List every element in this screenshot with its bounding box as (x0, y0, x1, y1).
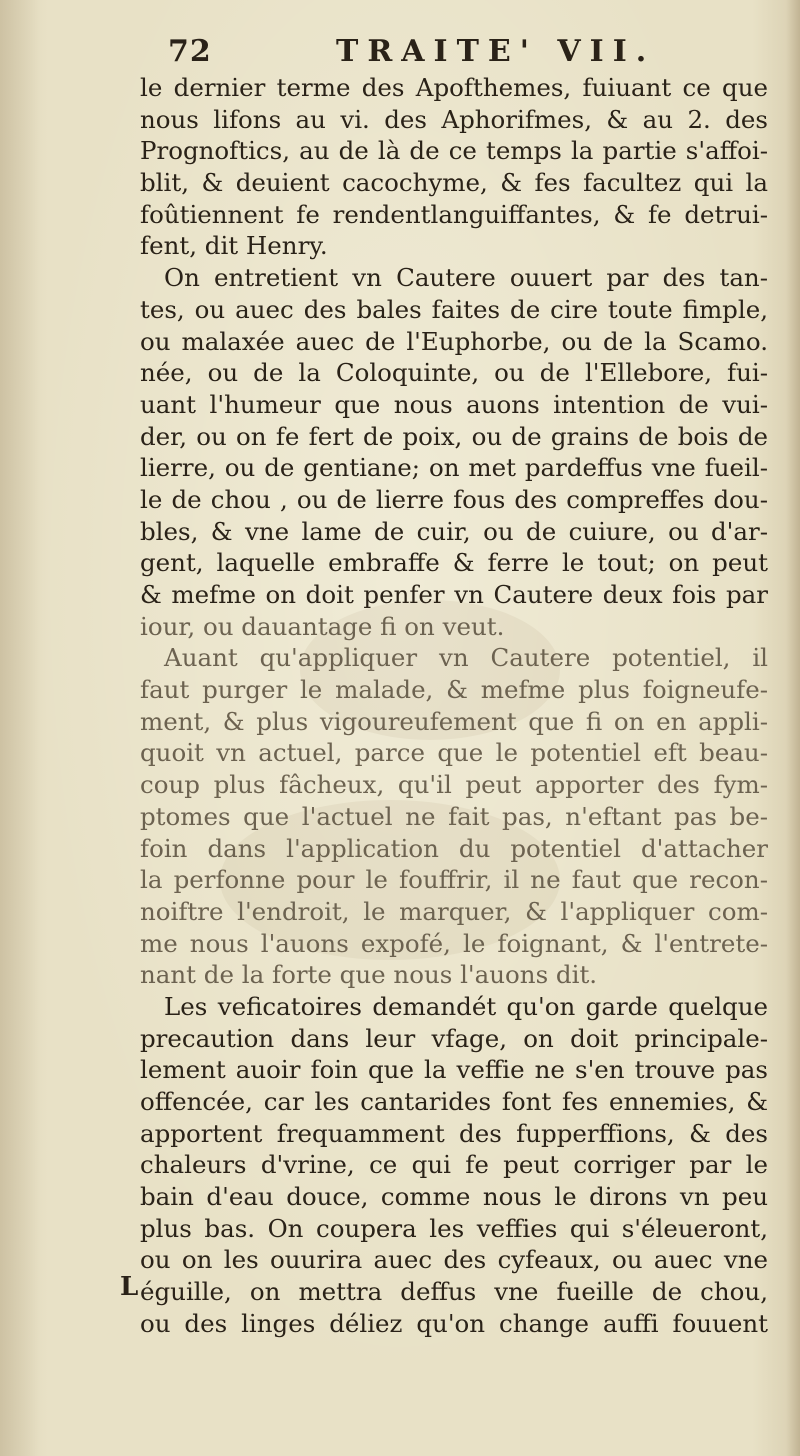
catchword: L (120, 1272, 139, 1302)
text-line: tes, ou auec des bales faites de cire toute fimple, (140, 294, 768, 324)
text-line: lierre, ou de gentiane; on met pardeffus vne fueil- (140, 453, 768, 483)
body-text (140, 72, 768, 1340)
text-line: née, ou de la Coloquinte, ou de l'Ellebore, fui- (140, 358, 768, 388)
text-line: ment, & plus vigoureufement que fi on en appli- (140, 706, 768, 736)
text-line: bles, & vne lame de cuir, ou de cuiure, ou d'ar- (140, 516, 768, 546)
text-line: ou on les ouurira auec des cyfeaux, ou auec vne (140, 1245, 768, 1275)
text-line: chaleurs d'vrine, ce qui fe peut corriger par le (140, 1150, 768, 1180)
text-line: & mefme on doit penfer vn Cautere deux fois par (140, 580, 768, 609)
text-line: foin dans l'application du potentiel d'attacher (140, 833, 768, 863)
text-line: blit, & deuient cacochyme, & fes facultez qui la (140, 168, 768, 198)
text-line: quoit vn actuel, parce que le potentiel eft beau- (140, 738, 768, 768)
text-line: lement auoir foin que la veffie ne s'en trouve pas (140, 1055, 768, 1085)
text-line: la perfonne pour le fouffrir, il ne faut que recon- (140, 865, 768, 895)
text-line: apportent frequamment des fupperffions, & des (140, 1118, 768, 1148)
text-line: nous lifons au vi. des Aphorifmes, & au 2. des (140, 104, 768, 134)
text-line: plus bas. On coupera les veffies qui s'éleueront, (140, 1213, 768, 1243)
text-line: coup plus fâcheux, qu'il peut apporter des fym- (140, 770, 768, 800)
page-gutter-shadow (0, 0, 40, 1456)
running-head: TRAITE' VII. (336, 34, 656, 69)
text-line: Prognoftics, au de là de ce temps la partie s'affoi- (140, 136, 768, 166)
text-line: ou des linges déliez qu'on change auffi fouuent (140, 1308, 768, 1338)
text-line: foûtiennent fe rendentlanguiffantes, & fe detrui- (140, 199, 768, 229)
page-header (168, 34, 668, 74)
text-line: me nous l'auons expofé, le foignant, & l'entrete- (140, 928, 768, 958)
text-line: le de chou , ou de lierre fous des compreffes dou- (140, 484, 768, 514)
text-line: nant de la forte que nous l'auons dit. (140, 960, 598, 990)
text-line: uant l'humeur que nous auons intention de vui- (140, 389, 768, 419)
text-line: On entretient vn Cautere ouuert par des tan- (164, 263, 768, 293)
text-line: iour, ou dauantage fi on veut. (140, 611, 505, 641)
text-line: le dernier terme des Apofthemes, fuiuant ce que (140, 73, 768, 102)
text-line: offencée, car les cantarides font fes ennemies, & (140, 1087, 768, 1116)
page-edge-shadow (786, 0, 800, 1456)
text-line: fent, dit Henry. (140, 231, 328, 261)
page-number: 72 (168, 34, 212, 69)
text-line: Auant qu'appliquer vn Cautere potentiel, il (164, 643, 768, 673)
text-line: ptomes que l'actuel ne fait pas, n'eftant pas be- (140, 801, 768, 831)
text-line: bain d'eau douce, comme nous le dirons vn peu (140, 1182, 768, 1212)
text-line: der, ou on fe fert de poix, ou de grains de bois de (140, 421, 768, 451)
text-line: éguille, on mettra deffus vne fueille de chou, (140, 1277, 768, 1307)
text-line: gent, laquelle embraffe & ferre le tout; on peut (140, 548, 768, 578)
text-line: noiftre l'endroit, le marquer, & l'appliquer com- (140, 896, 768, 926)
text-line: ou malaxée auec de l'Euphorbe, ou de la Scamo. (140, 326, 768, 356)
text-line: Les veficatoires demandét qu'on garde quelque (164, 991, 768, 1021)
text-line: faut purger le malade, & mefme plus foigneufe- (140, 675, 768, 705)
text-line: precaution dans leur vfage, on doit principale- (140, 1023, 768, 1053)
